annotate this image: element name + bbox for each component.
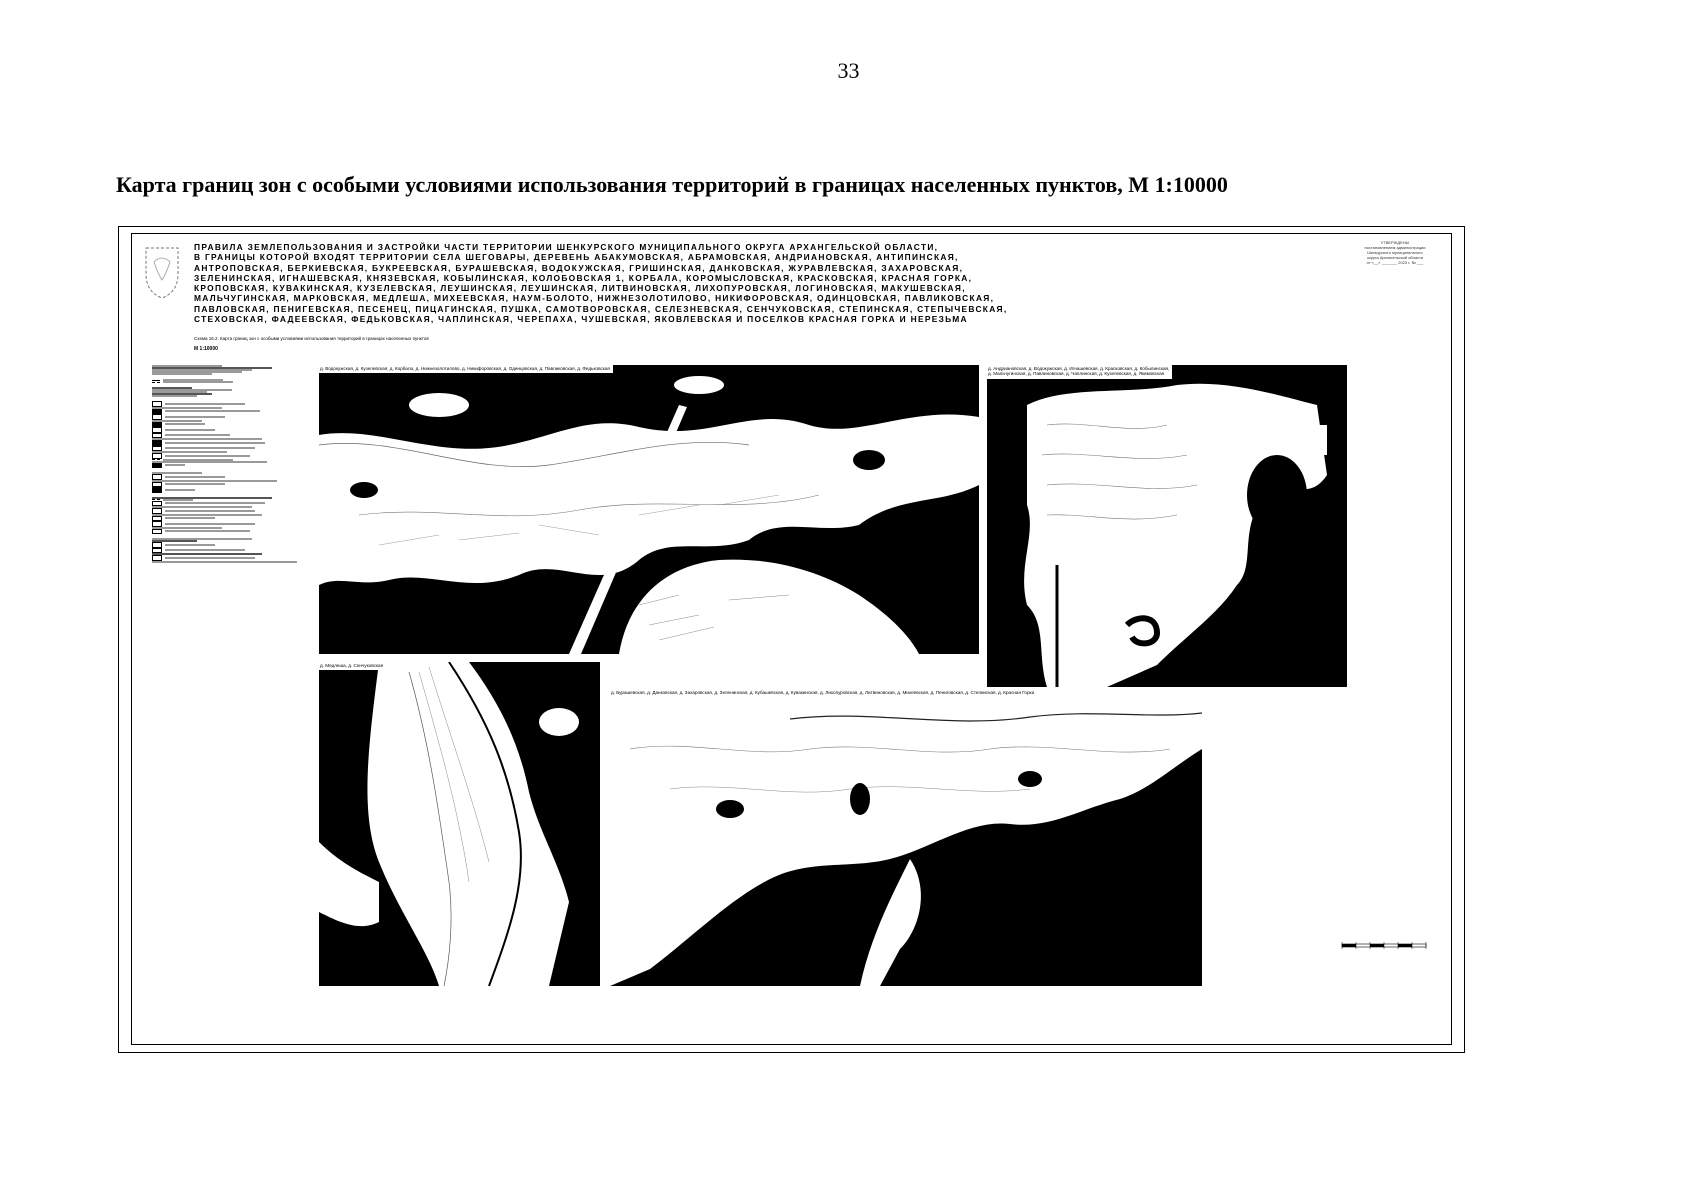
- map-graphic: [610, 689, 1202, 986]
- map-graphic: [319, 662, 600, 986]
- approval-stamp: УТВЕРЖДЕНЫ постановлением администрации Шенкурского муниципального округа Архангельской области от «__» _______ 2023 г. № ___: [1364, 240, 1426, 265]
- map-panel-top-left: [319, 365, 979, 654]
- map-sheet: [118, 226, 1465, 1053]
- heading-line: МАЛЬЧУГИНСКАЯ, МАРКОВСКАЯ, МЕДЛЕША, МИХЕЕВСКАЯ, НАУМ-БОЛОТО, НИЖНЕЗОЛОТИЛОВО, НИКИФОРОВСКАЯ, ОДИНЦОВСКАЯ, ПАВЛИКОВСКАЯ,: [194, 293, 995, 304]
- heading-line: АНТРОПОВСКАЯ, БЕРКИЕВСКАЯ, БУКРЕЕВСКАЯ, БУРАШЕВСКАЯ, ВОДОКУЖСКАЯ, ГРИШИНСКАЯ, ДАНКОВСКАЯ, ЖУРАВЛЕВСКАЯ, ЗАХАРОВСКАЯ,: [194, 262, 964, 273]
- heading-line: ЗЕЛЕНИНСКАЯ, ИГНАШЕВСКАЯ, КНЯЗЕВСКАЯ, КОБЫЛИНСКАЯ, КОЛОБОВСКАЯ 1, КОРБАЛА, КОРОМЫСЛОВСКАЯ, КРАСКОВСКАЯ, КРАСНАЯ ГОРКА,: [194, 272, 973, 283]
- heading-line: КРОПОВСКАЯ, КУВАКИНСКАЯ, КУЗЕЛЕВСКАЯ, ЛЕУШИНСКАЯ, ЛЕУШИНСКАЯ, ЛИТВИНОВСКАЯ, ЛИХОПУРОВСКАЯ, ЛОГИНОВСКАЯ, МАКУШЕВСКАЯ,: [194, 283, 966, 294]
- legend-row: [152, 561, 302, 563]
- map-panel-bottom-left: [319, 662, 600, 986]
- page-number: 33: [837, 58, 860, 83]
- map-panel-right: [987, 365, 1347, 687]
- page-title: Карта границ зон с особыми условиями использования территорий в границах населенных пунктов, М 1:10000: [116, 172, 1228, 197]
- panel-caption: [987, 365, 1172, 379]
- map-sheet-frame: [131, 233, 1452, 1045]
- heading-line: СТЕХОВСКАЯ, ФАДЕЕВСКАЯ, ФЕДЬКОВСКАЯ, ЧАПЛИНСКАЯ, ЧЕРЕПАХА, ЧУШЕВСКАЯ, ЯКОВЛЕВСКАЯ И ПОСЕЛКОВ КРАСНАЯ ГОРКА И НЕРЕЗЬМА: [194, 314, 968, 325]
- scheme-caption: Схема 16.2. Карта границ зон с особыми условиями использования территорий в границах населенных пунктов: [194, 336, 429, 341]
- map-legend: [152, 365, 302, 563]
- scale-bar: [1340, 938, 1430, 954]
- map-graphic: [987, 365, 1347, 687]
- heading-line: ПРАВИЛА ЗЕМЛЕПОЛЬЗОВАНИЯ И ЗАСТРОЙКИ ЧАСТИ ТЕРРИТОРИИ ШЕНКУРСКОГО МУНИЦИПАЛЬНОГО ОКРУГА АРХАНГЕЛЬСКОЙ ОБЛАСТИ,: [194, 242, 939, 252]
- map-graphic: [319, 365, 979, 654]
- panel-caption: д. Бурашевская, д. Данковская, д. Захаровская, д. Зеленинская, д. Кубашевская, д. Кувакинская, д. Лихопуровская, д. Литвиновская, д. Михеевская, д. Пениговская, д. Степинская, д. Красная Горка: [610, 689, 1037, 697]
- map-panel-bottom-right: [610, 689, 1202, 986]
- panel-caption: д. Медлеша, д. Сенчуковская: [319, 662, 386, 670]
- heading-line: ПАВЛОВСКАЯ, ПЕНИГЕВСКАЯ, ПЕСЕНЕЦ, ПИЦАГИНСКАЯ, ПУШКА, САМОТВОРОВСКАЯ, СЕЛЕЗНЕВСКАЯ, СЕНЧУКОВСКАЯ, СТЕПИНСКАЯ, СТЕПЫЧЕВСКАЯ,: [194, 303, 1008, 314]
- coat-of-arms-icon: [140, 240, 184, 302]
- sheet-heading: [194, 242, 1194, 324]
- panel-caption: д. Водокужская, д. Кузелевская, д. Корбала, д. Нижнезолотилово, д. Никифоровская, д. Одинцовская, д. Павликовская, д. Федьковская: [319, 365, 613, 373]
- panel-caption-line: д. Мальчугинская, д. Павлиновская, д. Чаплинская, д. Кузелевская, д. Якимовская: [988, 371, 1165, 377]
- scheme-scale: М 1:10000: [194, 346, 218, 352]
- heading-line: В ГРАНИЦЫ КОТОРОЙ ВХОДЯТ ТЕРРИТОРИИ СЕЛА ШЕГОВАРЫ, ДЕРЕВЕНЬ АБАКУМОВСКАЯ, АБРАМОВСКАЯ, АНДРИАНОВСКАЯ, АНТИПИНСКАЯ,: [194, 252, 959, 263]
- panel-caption-line: д. Андриановская, д. Водокужская, д. Игнашевская, д. Красковская, д. Кобылинская,: [988, 366, 1170, 371]
